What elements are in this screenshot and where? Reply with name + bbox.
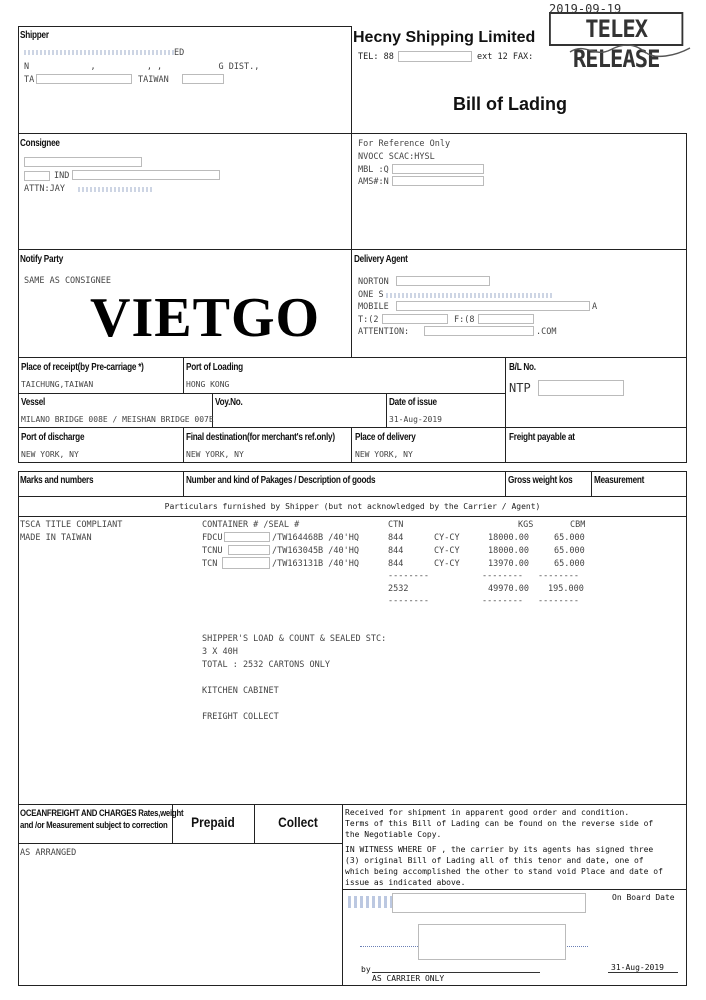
container-cbm: 65.000 [554,546,585,556]
onboard-label: On Board Date [612,893,675,902]
delivery-agent-label: Delivery Agent [354,254,408,265]
container-term: CY-CY [434,546,460,556]
terms-line: IN WITNESS WHERE OF , the carrier by its agents has signed three [345,845,654,854]
note-line: KITCHEN CABINET [202,686,279,696]
note-line: 3 X 40H [202,647,238,657]
stamp-date: 2019-09-19 [549,2,622,16]
agent-redact-3 [396,301,590,311]
note-line: FREIGHT COLLECT [202,712,279,722]
signature-redact-2 [418,924,566,960]
agent-attention: ATTENTION: [358,327,410,337]
final-value: NEW YORK, NY [186,450,244,459]
agent-fax: F:(8 [454,315,475,325]
discharge-label: Port of discharge [21,432,85,443]
stamp-signature [565,40,695,60]
consignee-line2: IND [54,171,70,181]
terms-line: Received for shipment in apparent good order and condition. [345,808,630,817]
marks-header: Marks and numbers [20,475,94,486]
terms-line: the Negotiable Copy. [345,830,442,839]
container-term: CY-CY [434,533,460,543]
total-rule-ctn-2: -------- [388,596,429,606]
container-ctn: 844 [388,533,404,543]
container-seal: /TW163131B /40'HQ [272,559,359,569]
ctn-header: CTN [388,520,404,530]
terms-line: issue as indicated above. [345,878,466,887]
container-kgs: 18000.00 [488,533,529,543]
note-line: SHIPPER'S LOAD & COUNT & SEALED STC: [202,634,387,644]
shipper-label: Shipper [20,30,49,41]
loading-label: Port of Loading [186,362,243,373]
total-rule-cbm: -------- [538,571,579,581]
loading-value: HONG KONG [186,380,230,389]
freight-label: Freight payable at [509,432,575,443]
vietgo-watermark: VIETGO [90,287,321,349]
total-rule-kgs-2: -------- [482,596,523,606]
mark-line-2: MADE IN TAIWAN [20,533,92,543]
container-cbm: 65.000 [554,533,585,543]
vessel-value: MILANO BRIDGE 008E / MEISHAN BRIDGE 007E [21,415,214,424]
agent-smudge [386,293,554,298]
ams-redact [392,176,484,186]
reference-ams: AMS#:N [358,177,389,187]
signature-by: by [361,965,371,974]
agent-redact-att [424,326,534,336]
bl-label: B/L No. [509,362,536,373]
terms-line: (3) original Bill of Lading all of this tenor and date, one of [345,856,644,865]
tel-redact [398,51,472,62]
particulars-note: Particulars furnished by Shipper (but not acknowledged by the Carrier / Agent) [164,502,541,511]
total-ctn: 2532 [388,584,409,594]
gross-header: Gross weight kos [508,475,573,486]
telex-release-stamp [545,2,701,73]
bl-redact [538,380,624,396]
container-prefix: TCNU [202,546,223,556]
agent-line3: MOBILE [358,302,389,312]
reference-box [351,133,687,250]
charges-label-1: OCEANFREIGHT AND CHARGES Rates,weight [20,808,184,819]
container-prefix: FDCU [202,533,223,543]
charges-arranged: AS ARRANGED [20,848,77,858]
stamp-text: TELEX RELEASE [549,12,683,46]
agent-line2: ONE S [358,290,384,300]
company-name: Hecny Shipping Limited [353,29,536,46]
signature-redact-1 [392,893,586,913]
container-redact [224,532,270,542]
mbl-redact [392,164,484,174]
voy-label: Voy.No. [215,397,243,408]
prepaid-header: Prepaid [191,814,235,830]
description-header: Number and kind of Pakages / Description of goods [186,475,376,486]
shipper-redact-2 [182,74,224,84]
agent-tel: T:(2 [358,315,379,325]
agent-redact-fax [478,314,534,324]
shipper-line2: N , , , G DIST., [24,62,260,72]
company-ext: ext 12 FAX: [477,52,534,62]
charges-label-2: and /or Measurement subject to correction [20,820,168,831]
consignee-label: Consignee [20,138,60,149]
delivery-value: NEW YORK, NY [355,450,413,459]
agent-line1: NORTON [358,277,389,287]
total-cbm: 195.000 [548,584,584,594]
final-label: Final destination(for merchant's ref.only) [186,432,335,443]
container-seal: /TW164468B /40'HQ [272,533,359,543]
container-redact [228,545,270,555]
consignee-redact-3 [72,170,220,180]
total-rule-ctn: -------- [388,571,429,581]
note-line: TOTAL : 2532 CARTONS ONLY [202,660,330,670]
container-header: CONTAINER # /SEAL # [202,520,300,530]
shipper-redact-1 [36,74,132,84]
agent-line3-tail: A [592,302,598,312]
container-cbm: 65.000 [554,559,585,569]
issue-value: 31-Aug-2019 [389,415,442,424]
container-term: CY-CY [434,559,460,569]
total-rule-kgs: -------- [482,571,523,581]
notify-label: Notify Party [20,254,64,265]
mark-line-1: TSCA TITLE COMPLIANT [20,520,123,530]
total-kgs: 49970.00 [488,584,529,594]
document-title: Bill of Lading [453,94,567,114]
cbm-header: CBM [570,520,586,530]
container-prefix: TCN [202,559,218,569]
shipper-country: TAIWAN [138,75,169,85]
terms-line: Terms of this Bill of Lading can be found on the reverse side of [345,819,654,828]
container-kgs: 13970.00 [488,559,529,569]
notify-value: SAME AS CONSIGNEE [24,276,111,286]
consignee-redact-1 [24,157,142,167]
reference-label: For Reference Only [358,139,451,149]
receipt-value: TAICHUNG,TAIWAN [21,380,94,389]
terms-line: which being accomplished the other to stand void Place and date of [345,867,663,876]
total-rule-cbm-2: -------- [538,596,579,606]
agent-attention-tail: .COM [536,327,557,337]
shipper-line3-start: TA [24,75,35,85]
shipper-line1: ED [24,48,184,58]
measurement-header: Measurement [594,475,645,486]
bl-prefix: NTP [509,381,531,395]
container-seal: /TW163045B /40'HQ [272,546,359,556]
agent-redact-tel [382,314,448,324]
issue-label: Date of issue [389,397,437,408]
delivery-label: Place of delivery [355,432,416,443]
company-tel: TEL: 88 [358,52,394,62]
signature-date: 31-Aug-2019 [611,963,664,972]
carrier-only: AS CARRIER ONLY [372,974,445,983]
collect-header: Collect [278,814,318,830]
agent-redact-1 [396,276,490,286]
receipt-label: Place of receipt(by Pre-carriage *) [21,362,144,373]
reference-mbl: MBL :Q [358,165,389,175]
consignee-smudge [78,187,152,192]
consignee-attn: ATTN:JAY [24,184,65,194]
consignee-box [18,133,352,250]
reference-nvocc: NVOCC SCAC:HYSL [358,152,435,162]
consignee-redact-2 [24,171,50,181]
vessel-label: Vessel [21,397,46,408]
container-kgs: 18000.00 [488,546,529,556]
kgs-header: KGS [518,520,534,530]
container-ctn: 844 [388,546,404,556]
discharge-value: NEW YORK, NY [21,450,79,459]
container-redact [222,557,270,569]
container-ctn: 844 [388,559,404,569]
